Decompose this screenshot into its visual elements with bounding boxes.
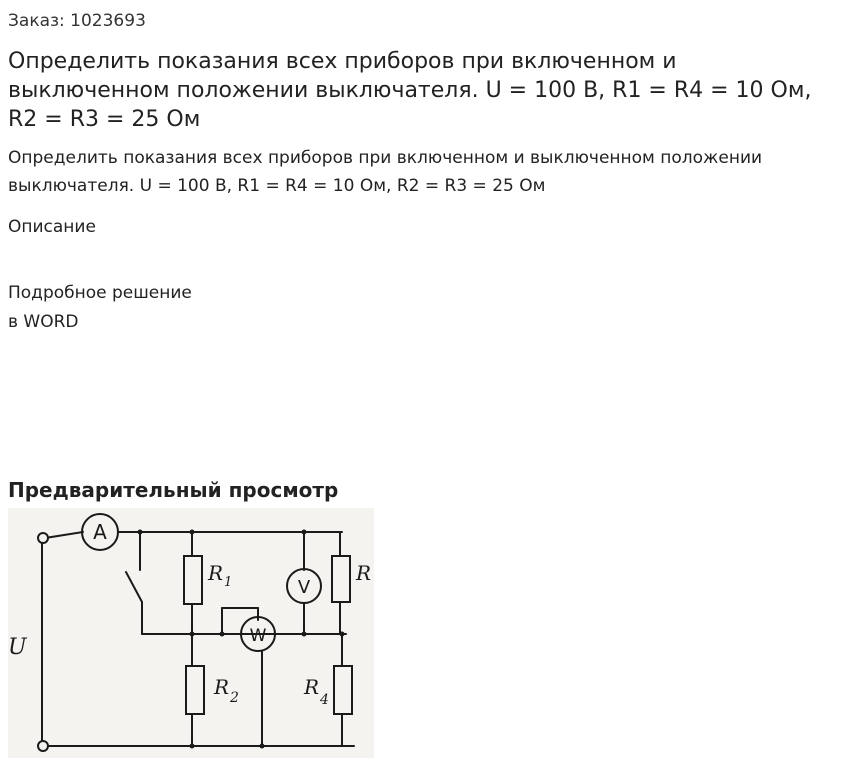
r2-label: R: [214, 675, 230, 699]
r4-sub: 4: [320, 692, 329, 708]
r4-label: R: [304, 675, 320, 699]
preview-heading: Предварительный просмотр: [8, 478, 339, 502]
task-description: Определить показания всех приборов при включенном и выключенном положении выключателя. U = 100 В, R1 = R4 = 10 Ом, R2 = R3 = 25 Ом: [8, 148, 763, 196]
solution-line-2: в WORD: [8, 312, 79, 332]
solution-note: [8, 279, 192, 337]
circuit-diagram: [8, 508, 374, 758]
r3-label: R: [356, 561, 372, 585]
order-number: Заказ: 1023693: [8, 11, 146, 31]
page-title: Определить показания всех приборов при включенном и выключенном положении выключателя. U = 100 В, R1 = R4 = 10 Ом, R2 = R3 = 25 Ом: [8, 49, 812, 132]
r2-sub: 2: [230, 690, 239, 706]
voltage-u-label: U: [8, 635, 27, 660]
description-heading: Описание: [8, 217, 96, 237]
ammeter-label: A: [93, 520, 107, 544]
r1-sub: 1: [224, 575, 233, 590]
r1-label: R: [208, 561, 224, 585]
solution-line-1: Подробное решение: [8, 283, 192, 303]
voltmeter-label: V: [297, 577, 311, 598]
wattmeter-label: W: [249, 626, 267, 646]
circuit-preview-image: [8, 508, 374, 758]
